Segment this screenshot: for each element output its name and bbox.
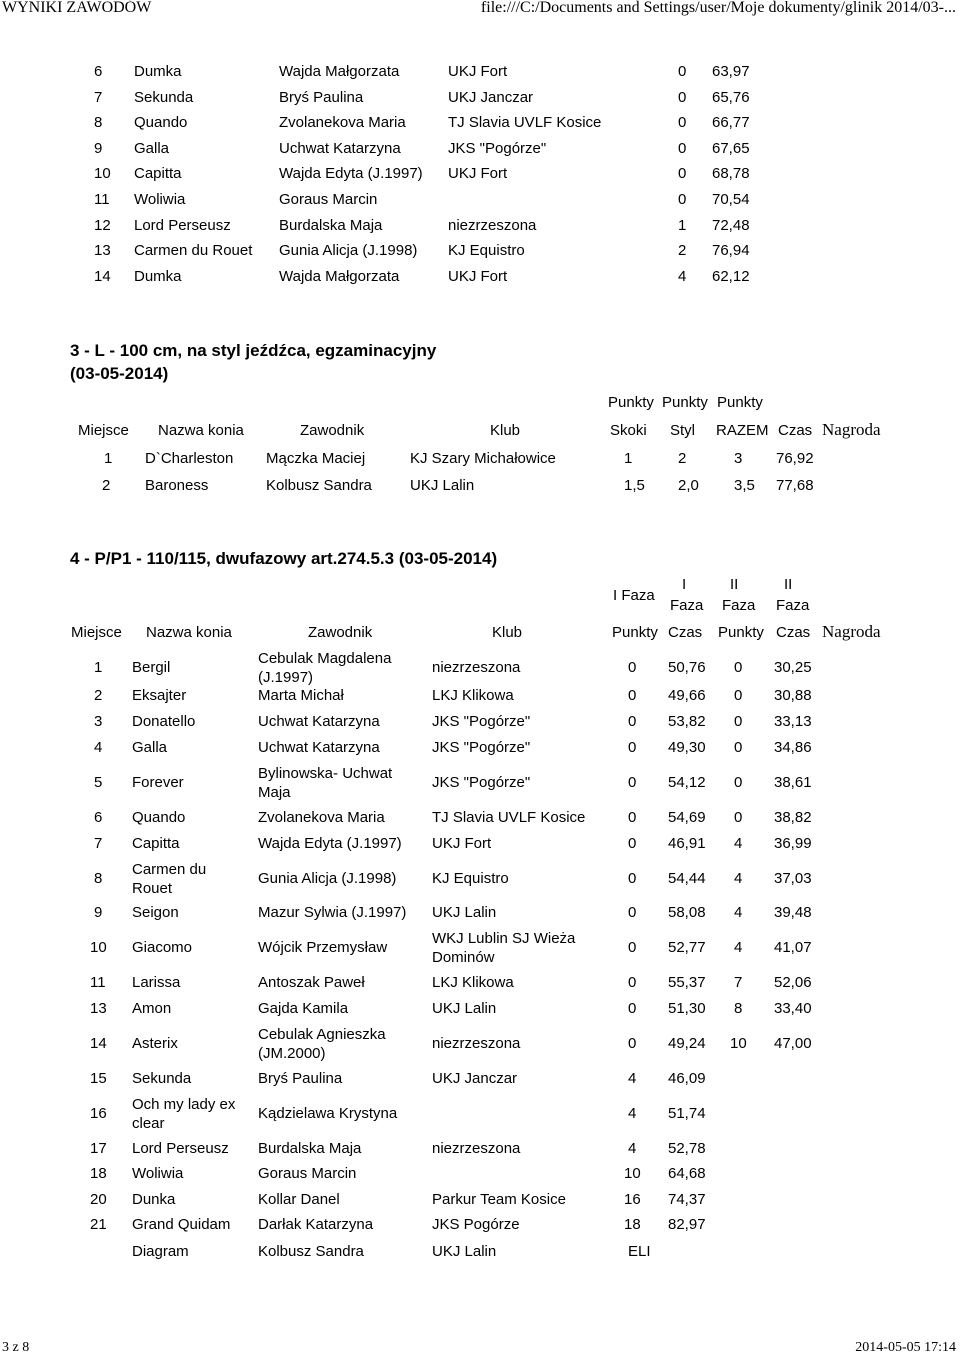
result-horse: Giacomo bbox=[132, 939, 193, 956]
prev-cell-place: 11 bbox=[94, 191, 110, 208]
section3-title: 3 - L - 100 cm, na styl jeźdźca, egzaminacyjny bbox=[70, 341, 437, 360]
column-header: RAZEM bbox=[716, 422, 769, 439]
header-points-top: Punkty bbox=[717, 394, 763, 411]
result-club: JKS "Pogórze" bbox=[432, 739, 531, 756]
prev-cell-rider: Burdalska Maja bbox=[279, 216, 383, 234]
result-phase2-time: 33,40 bbox=[774, 1000, 812, 1017]
result-phase2-points: 8 bbox=[734, 1000, 743, 1017]
column-header: Czas bbox=[668, 624, 703, 641]
prev-cell-club: UKJ Fort bbox=[448, 165, 508, 183]
result-phase1-time: 54,12 bbox=[668, 774, 706, 791]
result-rider: Wajda Edyta (J.1997) bbox=[258, 835, 402, 852]
result-club: LKJ Klikowa bbox=[432, 687, 514, 704]
column-header: Nagroda bbox=[822, 420, 881, 439]
prev-cell-rider: Wajda Małgorzata bbox=[279, 267, 400, 285]
result-phase1-points: 0 bbox=[628, 809, 637, 826]
result-horse: Eksajter bbox=[132, 687, 187, 704]
result-horse: Galla bbox=[132, 739, 168, 756]
result-phase1-points: 0 bbox=[628, 687, 637, 704]
result-place: 16 bbox=[90, 1105, 107, 1122]
prev-cell-rider: Zvolanekova Maria bbox=[279, 114, 406, 132]
result-phase2-time: 30,25 bbox=[774, 659, 812, 676]
prev-cell-penalties: 0 bbox=[678, 114, 687, 132]
prev-cell-time: 66,77 bbox=[712, 114, 750, 132]
header-points-top: Punkty bbox=[608, 394, 654, 411]
header-title: WYNIKI ZAWODÓW bbox=[2, 0, 152, 16]
result-horse: Seigon bbox=[132, 904, 179, 921]
result-rider: Bylinowska- Uchwat Maja bbox=[258, 765, 393, 801]
prev-cell-rider: Uchwat Katarzyna bbox=[279, 139, 401, 157]
result-phase2-points: 4 bbox=[734, 835, 743, 852]
prev-cell-penalties: 0 bbox=[678, 63, 687, 80]
result-place: 9 bbox=[94, 904, 103, 921]
prev-cell-rider: Bryś Paulina bbox=[279, 88, 364, 106]
result-phase1-points: 0 bbox=[628, 939, 637, 956]
prev-cell-penalties: 0 bbox=[678, 191, 687, 208]
result-rider: Wójcik Przemysław bbox=[258, 939, 388, 956]
result-horse: Asterix bbox=[132, 1035, 178, 1052]
result-horse: Och my lady ex clear bbox=[132, 1096, 236, 1132]
result-rider: Cebulak Agnieszka (JM.2000) bbox=[258, 1026, 386, 1062]
result-jump-points: 1,5 bbox=[624, 477, 645, 494]
prev-cell-time: 62,12 bbox=[712, 267, 750, 285]
result-club: TJ Slavia UVLF Kosice bbox=[432, 809, 586, 826]
prev-cell-club: UKJ Janczar bbox=[448, 88, 534, 106]
result-club: KJ Szary Michałowice bbox=[410, 450, 556, 467]
result-phase1-points: 0 bbox=[628, 974, 637, 991]
result-horse: Forever bbox=[132, 774, 184, 791]
prev-cell-place: 12 bbox=[94, 216, 111, 234]
result-club: Parkur Team Kosice bbox=[432, 1191, 566, 1208]
prev-cell-place: 10 bbox=[94, 165, 111, 183]
prev-cell-time: 72,48 bbox=[712, 216, 750, 234]
result-phase1-time: 55,37 bbox=[668, 974, 706, 991]
prev-cell-penalties: 1 bbox=[678, 216, 687, 234]
result-club: niezrzeszona bbox=[432, 659, 521, 676]
result-club: niezrzeszona bbox=[432, 1140, 521, 1157]
result-place: 10 bbox=[90, 939, 107, 956]
result-phase2-time: 33,13 bbox=[774, 713, 812, 730]
prev-cell-place: 6 bbox=[94, 63, 103, 80]
result-horse: D`Charleston bbox=[145, 450, 234, 467]
prev-cell-penalties: 4 bbox=[678, 267, 687, 285]
prev-cell-penalties: 2 bbox=[678, 242, 687, 260]
result-phase1-time: 51,74 bbox=[668, 1105, 706, 1122]
result-club: JKS "Pogórze" bbox=[432, 774, 531, 791]
result-phase1-points: 10 bbox=[624, 1165, 641, 1182]
result-club: LKJ Klikowa bbox=[432, 974, 514, 991]
result-phase2-time: 41,07 bbox=[774, 939, 812, 956]
result-horse: Dunka bbox=[132, 1191, 176, 1208]
result-phase1-points: 0 bbox=[628, 835, 637, 852]
result-club: UKJ Lalin bbox=[432, 904, 497, 921]
result-rider: Antoszak Paweł bbox=[258, 974, 365, 991]
result-horse: Carmen du Rouet bbox=[132, 861, 207, 897]
result-place: 17 bbox=[90, 1140, 107, 1157]
column-header: Czas bbox=[778, 422, 813, 439]
result-phase2-points: 4 bbox=[734, 904, 743, 921]
result-phase2-points: 10 bbox=[730, 1035, 747, 1052]
result-rider: Darłak Katarzyna bbox=[258, 1216, 374, 1233]
result-club: UKJ Lalin bbox=[410, 477, 475, 494]
prev-cell-place: 8 bbox=[94, 114, 103, 132]
prev-cell-penalties: 0 bbox=[678, 165, 687, 183]
result-phase1-time: 49,24 bbox=[668, 1035, 706, 1052]
result-phase2-time: 34,86 bbox=[774, 739, 812, 756]
result-phase1-time: 74,37 bbox=[668, 1191, 706, 1208]
column-header: Zawodnik bbox=[300, 422, 365, 439]
result-horse: Quando bbox=[132, 809, 186, 826]
prev-cell-horse: Capitta bbox=[134, 165, 182, 183]
result-phase2-points: 4 bbox=[734, 939, 743, 956]
result-phase1-points: 16 bbox=[624, 1191, 641, 1208]
header-phase2-time: II bbox=[784, 576, 793, 593]
result-phase2-time: 36,99 bbox=[774, 835, 812, 852]
result-phase2-points: 0 bbox=[734, 809, 743, 826]
result-phase1-time: 54,44 bbox=[668, 870, 706, 887]
prev-cell-place: 14 bbox=[94, 267, 111, 285]
prev-cell-horse: Woliwia bbox=[134, 191, 186, 208]
column-header: Klub bbox=[492, 624, 523, 641]
prev-cell-penalties: 0 bbox=[678, 88, 687, 106]
result-rider: Cebulak Magdalena (J.1997) bbox=[258, 650, 392, 686]
result-place: 4 bbox=[94, 739, 103, 756]
result-place: 5 bbox=[94, 774, 103, 791]
result-time: 77,68 bbox=[776, 477, 814, 494]
result-club: UKJ Fort bbox=[432, 835, 492, 852]
header-phase1-points: I Faza bbox=[613, 587, 655, 604]
header-phase2-points: II bbox=[730, 576, 739, 593]
header-file-path: file:///C:/Documents and Settings/user/Moje dokumenty/glinik 2014/03-... bbox=[480, 0, 956, 16]
result-phase1-time: 53,82 bbox=[668, 713, 706, 730]
column-header: Klub bbox=[490, 422, 521, 439]
result-phase1-time: 58,08 bbox=[668, 904, 706, 921]
prev-cell-time: 63,97 bbox=[712, 63, 750, 80]
result-club: niezrzeszona bbox=[432, 1035, 521, 1052]
browser-print-header bbox=[0, 0, 960, 18]
prev-cell-time: 70,54 bbox=[712, 191, 750, 208]
section3-date: (03-05-2014) bbox=[70, 364, 169, 383]
prev-cell-club: UKJ Fort bbox=[448, 267, 508, 285]
result-phase1-time: 49,66 bbox=[668, 687, 706, 704]
result-club: JKS Pogórze bbox=[432, 1216, 520, 1233]
result-phase2-time: 30,88 bbox=[774, 687, 812, 704]
result-phase1-time: 49,30 bbox=[668, 739, 706, 756]
result-rider: Kolbusz Sandra bbox=[266, 477, 372, 494]
prev-cell-place: 13 bbox=[94, 242, 111, 260]
result-horse: Woliwia bbox=[132, 1165, 184, 1182]
result-rider: Kądzielawa Krystyna bbox=[258, 1105, 398, 1122]
result-place: 3 bbox=[94, 713, 103, 730]
prev-cell-place: 7 bbox=[94, 88, 103, 106]
column-header: Nazwa konia bbox=[146, 624, 232, 641]
result-rider: Uchwat Katarzyna bbox=[258, 739, 380, 756]
column-header: Czas bbox=[776, 624, 811, 641]
result-phase1-time: 54,69 bbox=[668, 809, 706, 826]
result-phase1-points: 0 bbox=[628, 774, 637, 791]
result-phase1-points: 0 bbox=[628, 870, 637, 887]
result-place: 21 bbox=[90, 1216, 107, 1233]
header-points-top: Punkty bbox=[662, 394, 708, 411]
result-phase1-points: 0 bbox=[628, 713, 637, 730]
result-phase1-time: 64,68 bbox=[668, 1165, 706, 1182]
prev-cell-club: UKJ Fort bbox=[448, 63, 508, 80]
result-time: 76,92 bbox=[776, 450, 814, 467]
prev-cell-horse: Carmen du Rouet bbox=[134, 242, 253, 260]
result-horse: Amon bbox=[132, 1000, 172, 1017]
prev-cell-time: 68,78 bbox=[712, 165, 750, 183]
column-header: Styl bbox=[670, 422, 696, 439]
result-phase1-time: 50,76 bbox=[668, 659, 706, 676]
prev-cell-horse: Galla bbox=[134, 139, 170, 157]
result-phase1-time: 46,91 bbox=[668, 835, 706, 852]
prev-cell-horse: Dumka bbox=[134, 63, 182, 80]
result-total-points: 3,5 bbox=[734, 477, 755, 494]
result-club: UKJ Lalin bbox=[432, 1000, 497, 1017]
result-phase2-points: 0 bbox=[734, 687, 743, 704]
result-phase2-points: 0 bbox=[734, 659, 743, 676]
result-place: 18 bbox=[90, 1165, 107, 1182]
result-horse: Bergil bbox=[132, 659, 171, 676]
result-place: 8 bbox=[94, 870, 103, 887]
result-place: 2 bbox=[102, 477, 111, 494]
prev-cell-rider: Goraus Marcin bbox=[279, 191, 378, 208]
result-place: 1 bbox=[104, 450, 113, 467]
result-horse: Sekunda bbox=[132, 1070, 192, 1087]
page-counter: 3 z 8 bbox=[2, 1340, 30, 1355]
result-club: UKJ Lalin bbox=[432, 1243, 497, 1260]
result-phase1-points: 0 bbox=[628, 1035, 637, 1052]
result-phase1-points: 0 bbox=[628, 1000, 637, 1017]
header-phase2-time: Faza bbox=[776, 597, 810, 614]
result-phase1-points: 4 bbox=[628, 1070, 637, 1087]
result-place: 2 bbox=[94, 687, 103, 704]
prev-cell-time: 76,94 bbox=[712, 242, 750, 260]
column-header: Miejsce bbox=[71, 624, 122, 641]
header-phase1-time: Faza bbox=[670, 597, 704, 614]
prev-cell-rider: Gunia Alicja (J.1998) bbox=[279, 242, 418, 260]
result-phase1-points: 18 bbox=[624, 1216, 641, 1233]
result-club: UKJ Janczar bbox=[432, 1070, 518, 1087]
result-place: 11 bbox=[90, 974, 106, 991]
result-rider: Uchwat Katarzyna bbox=[258, 713, 380, 730]
result-phase2-points: 0 bbox=[734, 739, 743, 756]
prev-cell-time: 67,65 bbox=[712, 139, 750, 157]
result-phase2-points: 0 bbox=[734, 713, 743, 730]
result-phase2-points: 0 bbox=[734, 774, 743, 791]
result-phase1-time: 52,78 bbox=[668, 1140, 706, 1157]
result-phase1-points: 4 bbox=[628, 1140, 637, 1157]
result-horse: Grand Quidam bbox=[132, 1216, 231, 1233]
prev-cell-horse: Dumka bbox=[134, 267, 182, 285]
result-rider: Mazur Sylwia (J.1997) bbox=[258, 904, 407, 921]
column-header: Skoki bbox=[610, 422, 647, 439]
result-club: WKJ Lublin SJ Wieża Dominów bbox=[432, 930, 576, 966]
result-horse: Diagram bbox=[132, 1243, 189, 1260]
result-rider: Marta Michał bbox=[258, 687, 344, 704]
result-jump-points: 1 bbox=[624, 450, 633, 467]
prev-cell-time: 65,76 bbox=[712, 88, 750, 106]
result-horse: Capitta bbox=[132, 835, 180, 852]
result-total-points: 3 bbox=[734, 450, 743, 467]
result-rider: Burdalska Maja bbox=[258, 1140, 362, 1157]
prev-cell-horse: Sekunda bbox=[134, 88, 194, 106]
prev-cell-penalties: 0 bbox=[678, 139, 687, 157]
result-place: 15 bbox=[90, 1070, 107, 1087]
result-club: KJ Equistro bbox=[432, 870, 509, 887]
result-place: 14 bbox=[90, 1035, 107, 1052]
result-phase1-points: 0 bbox=[628, 659, 637, 676]
result-rider: Gunia Alicja (J.1998) bbox=[258, 870, 397, 887]
result-rider: Kolbusz Sandra bbox=[258, 1243, 364, 1260]
column-header: Nazwa konia bbox=[158, 422, 244, 439]
result-phase1-time: 52,77 bbox=[668, 939, 706, 956]
result-phase2-time: 47,00 bbox=[774, 1035, 812, 1052]
result-phase2-time: 52,06 bbox=[774, 974, 812, 991]
prev-cell-rider: Wajda Edyta (J.1997) bbox=[279, 165, 423, 183]
result-place: 13 bbox=[90, 1000, 107, 1017]
result-phase2-time: 39,48 bbox=[774, 904, 812, 921]
result-horse: Lord Perseusz bbox=[132, 1140, 229, 1157]
header-phase2-points: Faza bbox=[722, 597, 756, 614]
result-horse: Baroness bbox=[145, 477, 209, 494]
result-phase1-time: 82,97 bbox=[668, 1216, 706, 1233]
result-phase2-points: 4 bbox=[734, 870, 743, 887]
prev-cell-club: JKS "Pogórze" bbox=[448, 139, 547, 157]
header-phase1-time: I bbox=[682, 576, 687, 593]
prev-cell-rider: Wajda Małgorzata bbox=[279, 63, 400, 80]
result-rider: Mączka Maciej bbox=[266, 450, 366, 467]
result-place: 6 bbox=[94, 809, 103, 826]
prev-cell-club: niezrzeszona bbox=[448, 216, 537, 234]
result-place: 20 bbox=[90, 1191, 107, 1208]
result-phase2-time: 38,82 bbox=[774, 809, 812, 826]
prev-cell-horse: Lord Perseusz bbox=[134, 216, 231, 234]
result-horse: Larissa bbox=[132, 974, 181, 991]
result-horse: Donatello bbox=[132, 713, 196, 730]
result-rider: Gajda Kamila bbox=[258, 1000, 349, 1017]
result-style-points: 2,0 bbox=[678, 477, 699, 494]
result-place: 1 bbox=[94, 659, 103, 676]
column-header: Zawodnik bbox=[308, 624, 373, 641]
column-header: Punkty bbox=[718, 624, 764, 641]
result-phase1-time: 46,09 bbox=[668, 1070, 706, 1087]
result-rider: Kollar Danel bbox=[258, 1191, 340, 1208]
prev-cell-place: 9 bbox=[94, 139, 103, 157]
prev-cell-horse: Quando bbox=[134, 114, 188, 132]
prev-cell-club: TJ Slavia UVLF Kosice bbox=[448, 114, 602, 132]
result-rider: Bryś Paulina bbox=[258, 1070, 343, 1087]
browser-print-footer bbox=[0, 1340, 960, 1357]
result-style-points: 2 bbox=[678, 450, 687, 467]
print-timestamp: 2014-05-05 17:14 bbox=[855, 1340, 956, 1355]
prev-cell-club: KJ Equistro bbox=[448, 242, 525, 260]
column-header: Miejsce bbox=[78, 422, 129, 439]
result-phase1-points: 0 bbox=[628, 739, 637, 756]
result-club: JKS "Pogórze" bbox=[432, 713, 531, 730]
result-phase2-time: 38,61 bbox=[774, 774, 812, 791]
result-phase1-points: ELI bbox=[628, 1243, 651, 1260]
result-phase1-time: 51,30 bbox=[668, 1000, 706, 1017]
section4-title: 4 - P/P1 - 110/115, dwufazowy art.274.5.3 (03-05-2014) bbox=[70, 549, 498, 568]
result-place: 7 bbox=[94, 835, 103, 852]
result-phase2-points: 7 bbox=[734, 974, 743, 991]
result-phase1-points: 0 bbox=[628, 904, 637, 921]
result-phase2-time: 37,03 bbox=[774, 870, 812, 887]
column-header: Punkty bbox=[612, 624, 658, 641]
result-rider: Goraus Marcin bbox=[258, 1165, 357, 1182]
column-header: Nagroda bbox=[822, 622, 881, 641]
result-rider: Zvolanekova Maria bbox=[258, 809, 385, 826]
result-phase1-points: 4 bbox=[628, 1105, 637, 1122]
